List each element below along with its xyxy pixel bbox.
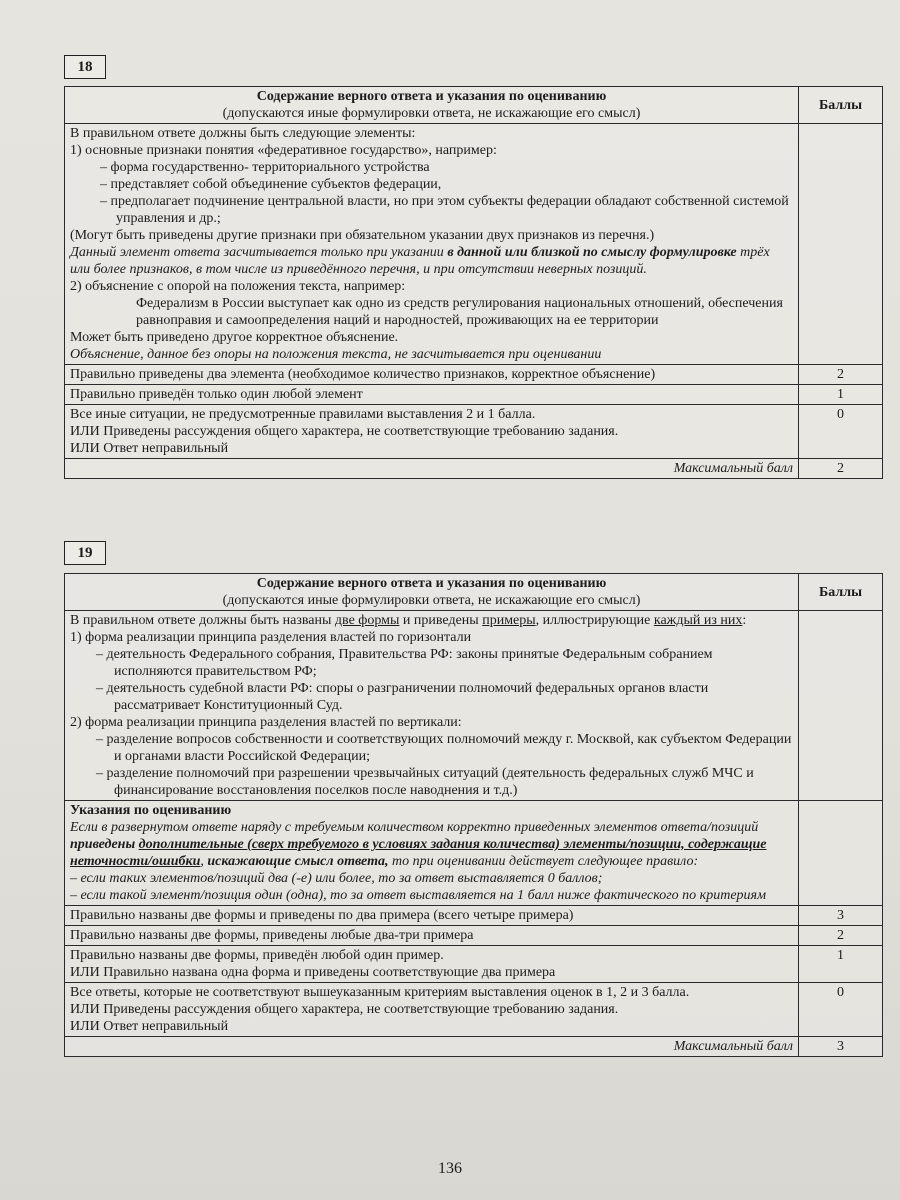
one-line: ИЛИ Правильно названа одна форма и приведены соответствующие два примера — [70, 965, 556, 980]
zero-line: ИЛИ Ответ неправильный — [70, 441, 229, 456]
score-row — [65, 983, 883, 1037]
score-zero-text — [65, 405, 799, 459]
guidance-rule: – если таких элементов/позиций два (-е) или более, то за ответ выставляется 0 баллов; — [70, 871, 603, 886]
intro-text: , иллюстрирующие — [535, 613, 654, 628]
zero-line: ИЛИ Приведены рассуждения общего характера, не соответствующие требованию задания. — [70, 1002, 619, 1017]
header-title: Содержание верного ответа и указания по оцениванию — [256, 576, 607, 591]
guidance-part: Если в развернутом ответе наряду с требуемым количеством корректно приведенных элементов ответа/позиций — [70, 820, 759, 835]
answer-intro — [70, 612, 793, 629]
condition-emphasis: в данной или близкой по смыслу формулировке — [447, 245, 737, 260]
score-points: 0 — [799, 983, 883, 1037]
score-text: Правильно приведён только один любой элемент — [65, 385, 799, 405]
guidance-text — [70, 819, 793, 870]
answer-content-cell — [65, 124, 799, 365]
zero-line: Все иные ситуации, не предусмотренные правилами выставления 2 и 1 балла. — [70, 407, 536, 422]
score-points: 1 — [799, 946, 883, 983]
score-points: 1 — [799, 385, 883, 405]
page-number: 136 — [438, 1160, 462, 1177]
score-one-text — [65, 946, 799, 983]
intro-underlined: каждый из них — [653, 613, 743, 628]
header-content-cell — [65, 574, 799, 611]
element-1-note: (Могут быть приведены другие признаки при обязательном указании двух признаков из перечня.) — [70, 228, 655, 243]
score-row — [65, 926, 883, 946]
answer-content-row — [65, 611, 883, 801]
answer-content-row — [65, 124, 883, 365]
header-subtitle: (допускаются иные формулировки ответа, не искажающие его смысл) — [222, 593, 641, 608]
intro-underlined: примеры — [482, 613, 536, 628]
answer-content-cell — [65, 611, 799, 801]
criteria-table-18 — [64, 86, 883, 479]
max-score-value: 3 — [799, 1037, 883, 1057]
zero-line: Все ответы, которые не соответствуют вышеуказанным критериям выставления оценок в 1, 2 и 3 балла. — [70, 985, 690, 1000]
form-2-example: – разделение полномочий при разрешении чрезвычайных ситуаций (деятельность федеральных служб МЧС и финансирование восстановления поселков после наводнения и т.д.) — [96, 766, 754, 798]
intro-text: В правильном ответе должны быть названы — [70, 613, 335, 628]
table-header-row — [65, 87, 883, 124]
score-points: 3 — [799, 906, 883, 926]
guidance-emphasis: дополнительные (сверх требуемого в условиях задания количества) элементы/позиции, содержащие неточности/ошибки — [70, 837, 767, 869]
task-number-18 — [64, 55, 106, 79]
guidance-part: , — [200, 854, 208, 869]
element-2-title: 2) объяснение с опорой на положения текста, например: — [70, 279, 406, 294]
max-score-row — [65, 1037, 883, 1057]
criteria-table-19 — [64, 573, 883, 1057]
task-number-label: 19 — [77, 544, 93, 561]
answer-points-cell — [799, 124, 883, 365]
answer-intro: В правильном ответе должны быть следующие элементы: — [70, 126, 416, 141]
table-header-row — [65, 574, 883, 611]
task-number-label: 18 — [77, 58, 93, 75]
guidance-rule: – если такой элемент/позиция один (одна), то за ответ выставляется на 1 балл ниже фактического по критериям — [70, 888, 767, 903]
element-1-title: 1) основные признаки понятия «федеративное государство», например: — [70, 143, 497, 158]
score-row — [65, 385, 883, 405]
guidance-title: Указания по оцениванию — [70, 803, 232, 818]
guidance-emphasis: искажающие смысл ответа, — [207, 854, 389, 869]
form-2-example: – разделение вопросов собственности и соответствующих полномочий между г. Москвой, как субъектом Федерации и органами власти Российской Федерации; — [96, 732, 792, 764]
zero-line: ИЛИ Ответ неправильный — [70, 1019, 229, 1034]
score-row — [65, 906, 883, 926]
score-row — [65, 946, 883, 983]
element-1-item: – форма государственно- территориального устройства — [100, 160, 430, 175]
element-2-quote: Федерализм в России выступает как одно из средств регулирования национальных отношений, обеспечения равноправия и самоопределения наций и народностей, проживающих на ее территории — [136, 296, 783, 328]
max-score-value: 2 — [799, 459, 883, 479]
answer-points-cell — [799, 611, 883, 801]
guidance-emphasis: приведены — [70, 837, 136, 852]
score-row — [65, 405, 883, 459]
form-1-example: – деятельность Федерального собрания, Правительства РФ: законы принятые Федеральным собранием исполняются правительством РФ; — [96, 647, 713, 679]
element-2-condition: Объяснение, данное без опоры на положения текста, не засчитывается при оценивании — [70, 347, 602, 362]
task-number-19 — [64, 541, 106, 565]
form-1-title: 1) форма реализации принципа разделения властей по горизонтали — [70, 630, 472, 645]
zero-line: ИЛИ Приведены рассуждения общего характера, не соответствующие требованию задания. — [70, 424, 619, 439]
score-points: 2 — [799, 926, 883, 946]
guidance-points-cell — [799, 801, 883, 906]
score-text: Правильно названы две формы и приведены по два примера (всего четыре примера) — [65, 906, 799, 926]
element-1-condition — [70, 244, 793, 278]
one-line: Правильно названы две формы, приведён любой один пример. — [70, 948, 444, 963]
header-subtitle: (допускаются иные формулировки ответа, не искажающие его смысл) — [222, 106, 641, 121]
max-score-label: Максимальный балл — [65, 459, 799, 479]
header-content-cell — [65, 87, 799, 124]
score-points: 2 — [799, 365, 883, 385]
max-score-row — [65, 459, 883, 479]
guidance-row — [65, 801, 883, 906]
score-points: 0 — [799, 405, 883, 459]
condition-text: Данный элемент ответа засчитывается только при указании — [70, 245, 448, 260]
element-1-item: – предполагает подчинение центральной власти, но при этом субъекты федерации обладают собственной системой управления и др.; — [100, 194, 789, 226]
score-zero-text — [65, 983, 799, 1037]
form-2-title: 2) форма реализации принципа разделения властей по вертикали: — [70, 715, 462, 730]
score-text: Правильно приведены два элемента (необходимое количество признаков, корректное объяснение) — [65, 365, 799, 385]
guidance-cell — [65, 801, 799, 906]
intro-text: и приведены — [399, 613, 483, 628]
header-title: Содержание верного ответа и указания по оцениванию — [256, 89, 607, 104]
header-points: Баллы — [799, 87, 883, 124]
intro-text: : — [742, 613, 747, 628]
element-1-item: – представляет собой объединение субъектов федерации, — [100, 177, 442, 192]
score-row — [65, 365, 883, 385]
header-points: Баллы — [799, 574, 883, 611]
intro-underlined: две формы — [334, 613, 400, 628]
max-score-label: Максимальный балл — [65, 1037, 799, 1057]
condition-text: трёх или более признаков, в том числе из приведённого перечня, и при отсутствии неверных позиций. — [70, 245, 770, 277]
element-2-note: Может быть приведено другое корректное объяснение. — [70, 330, 399, 345]
guidance-part: то при оценивании действует следующее правило: — [388, 854, 699, 869]
score-text: Правильно названы две формы, приведены любые два-три примера — [65, 926, 799, 946]
form-1-example: – деятельность судебной власти РФ: споры о разграничении полномочий федеральных органов власти рассматривает Конституционный Суд. — [96, 681, 709, 713]
